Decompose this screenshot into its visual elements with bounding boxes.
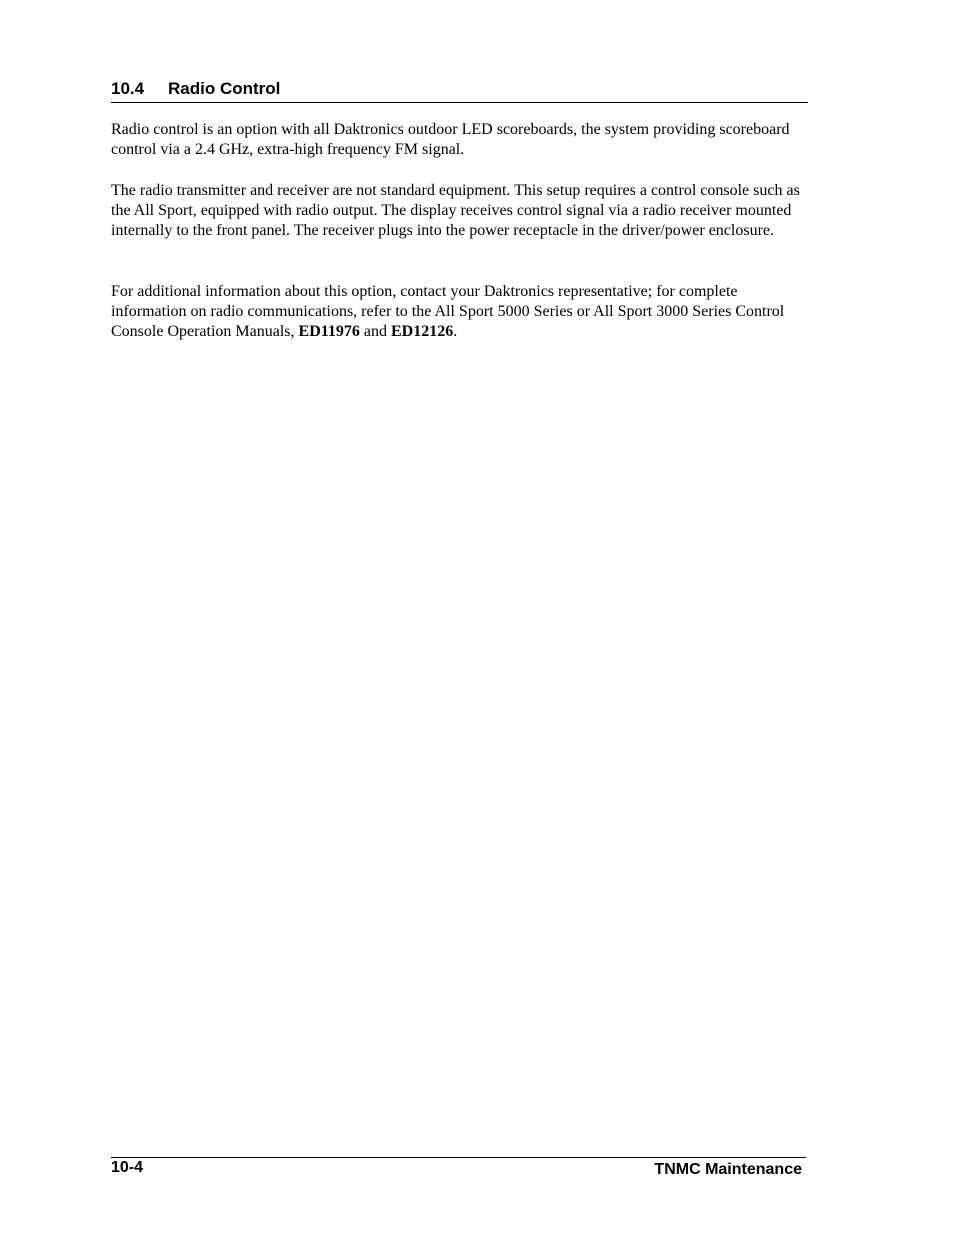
paragraph-end: . — [453, 323, 458, 341]
paragraph-conjunction: and — [359, 323, 391, 341]
paragraph-additional-info-text: For additional information about this option, contact your Daktronics representative; for complete information on radio communications, refer to the All Sport 5000 Series or All Sport 3000 Series Control Console Operation Manuals, — [111, 283, 785, 341]
page-number: 10-4 — [111, 1159, 144, 1176]
paragraph-additional-info — [111, 282, 811, 343]
footer-divider — [111, 1157, 806, 1158]
paragraph-radio-setup: The radio transmitter and receiver are not standard equipment. This setup requires a control console such as the All Sport, equipped with radio output. The display receives control signal via a radio receiver mounted internally to the front panel. The receiver plugs into the power receptacle in the driver/power enclosure. — [111, 182, 800, 240]
manual-reference-ed11976: ED11976 — [298, 323, 360, 341]
section-number: 10.4 — [111, 79, 145, 98]
paragraph-radio-option: Radio control is an option with all Daktronics outdoor LED scoreboards, the system providing scoreboard control via a 2.4 GHz, extra-high frequency FM signal. — [111, 121, 790, 159]
section-title: Radio Control — [168, 79, 281, 98]
manual-reference-ed12126: ED12126 — [390, 323, 454, 341]
section-heading — [111, 78, 808, 103]
footer-title: TNMC Maintenance — [654, 1161, 802, 1178]
